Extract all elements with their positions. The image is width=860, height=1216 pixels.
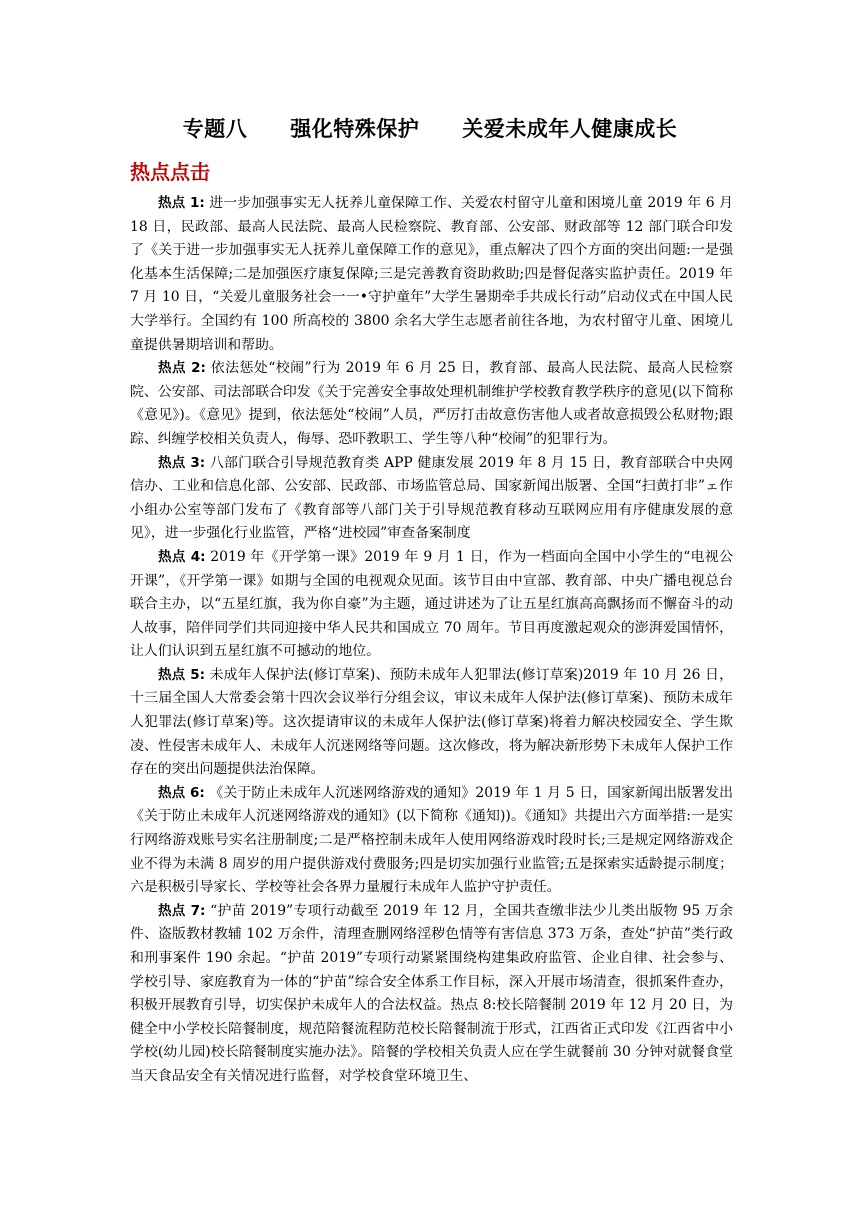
hotspot-label: 热点 4: (158, 548, 206, 565)
hotspot-paragraph-1 (130, 192, 733, 357)
hotspot-text: 进一步加强事实无人抚养儿童保障工作、关爱农村留守儿童和困境儿童 2019 年 6 月 18 日，民政部、最高人民法院、最高人民检察院、教育部、公安部、财政部等 12 部门联合印发了《关于进一步加强事实无人抚养儿童保障工作的意见》，重点解决了四个方面的突出问题:一是强化基本生活保障;二是加强医疗康复保障;三是完善教育资助救助;四是督促落实监护责任。2019 年 7 月 10 日，“关爱儿童服务社会一一•守护童年”大学生暑期牵手共成长行动”启动仪式在中国人民大学举行。全国约有 100 所高校的 3800 余名大学生志愿者前往各地，为农村留守儿童、困境儿童提供暑期培训和帮助。 (130, 195, 733, 353)
hotspot-paragraph-7 (130, 900, 733, 1089)
hotspot-paragraph-2 (130, 357, 733, 451)
document-body (130, 192, 733, 1089)
hotspot-text: 八部门联合引导规范教育类 APP 健康发展 2019 年 8 月 15 日，教育部联合中央网信办、工业和信息化部、公安部、民政部、市场监管总局、国家新闻出版署、全国“扫黄打非”ェ作小组办公室等部门发布了《教育部等八部门关于引导规范教育移动互联网应用有序健康发展的意见》，进一步强化行业监管，严格“进校园”审查备案制度 (130, 454, 733, 542)
hotspot-text: 未成年人保护法(修订草案)、预防未成年人犯罪法(修订草案)2019 年 10 月 26 日，十三届全国人大常委会第十四次会议举行分组会议，审议未成年人保护法(修订草案)、预防未成年人犯罪法(修订草案)等。这次提请审议的未成年人保护法(修订草案)将着力解决校园安全、学生欺凌、性侵害未成年人、未成年人沉迷网络等问题。这次修改，将为解决新形势下未成年人保护工作存在的突出问题提供法治保障。 (130, 666, 734, 778)
hotspot-paragraph-6 (130, 782, 733, 900)
page-title: 专题八 强化特殊保护 关爱未成年人健康成长 (182, 117, 678, 141)
hotspot-paragraph-5 (130, 664, 733, 782)
hotspot-paragraph-3 (130, 452, 733, 546)
hotspot-text: 依法惩处“校闹”行为 2019 年 6 月 25 日，教育部、最高人民法院、最高人民检察院、公安部、司法部联合印发《关于完善安全事故处理机制维护学校教育教学秩序的意见(以下简称《意见》)。《意见》提到，依法惩处“校闹”人员，严厉打击故意伤害他人或者故意损毁公私财物;跟踪、纠缠学校相关负责人，侮辱、恐吓教职工、学生等八种“校闹”的犯罪行为。 (130, 360, 733, 447)
hotspot-label: 热点 5: (158, 666, 206, 683)
hotspot-paragraph-4 (130, 546, 733, 664)
section-heading: 热点点击 (130, 160, 210, 184)
hotspot-label: 热点 7: (158, 902, 206, 919)
hotspot-text: 2019 年《开学第一课》2019 年 9 月 1 日，作为一档面向全国中小学生的“电视公开课”，《开学第一课》如期与全国的电视观众见面。该节目由中宣部、教育部、中央广播电视总台联合主办，以“五星红旗，我为你自豪”为主题，通过讲述为了让五星红旗高高飘扬而不懈奋斗的动人故事，陪伴同学们共同迎接中华人民共和国成立 70 周年。节目再度激起观众的澎湃爱国情怀，让人们认识到五星红旗不可撼动的地位。 (130, 548, 734, 660)
hotspot-label: 热点 3: (158, 454, 206, 471)
hotspot-label: 热点 2: (158, 360, 206, 377)
hotspot-text: 《关于防止未成年人沉迷网络游戏的通知》2019 年 1 月 5 日，国家新闻出版署发出《关于防止未成年人沉迷网络游戏的通知》(以下简称《通知))。《通知》共提出六方面举措:一是实行网络游戏账号实名注册制度;二是严格控制未成年人使用网络游戏时段时长;三是规定网络游戏企业不得为未满 8 周岁的用户提供游戏付费服务;四是切实加强行业监管;五是探索实适龄提示制度；六是积极引导家长、学校等社会各界力量履行未成年人监护守护责任。 (130, 784, 733, 896)
hotspot-label: 热点 1: (158, 195, 205, 211)
hotspot-text: “护苗 2019”专项行动截至 2019 年 12 月，全国共查缴非法少儿类出版物 95 万余件、盗版教材教辅 102 万余件，清理查删网络淫秽色情等有害信息 373 万条，查处“护苗”类行政和刑事案件 190 余起。“护苗 2019”专项行动紧紧围绕构建集政府监管、企业自律、社会参与、学校引导、家庭教育为一体的“护苗”综合安全体系工作目标，深入开展市场清查，很抓案件查办，积极开展教育引导，切实保护未成年人的合法权益。热点 8:校长陪餐制 2019 年 12 月 20 日，为健全中小学校长陪餐制度，规范陪餐流程防范校长陪餐制流于形式，江西省正式印发《江西省中小学校(幼儿园)校长陪餐制度实施办法》。陪餐的学校相关负责人应在学生就餐前 30 分钟对就餐食堂当天食品安全有关情况进行监督，对学校食堂环境卫生、 (130, 902, 733, 1084)
hotspot-label: 热点 6: (158, 784, 205, 801)
